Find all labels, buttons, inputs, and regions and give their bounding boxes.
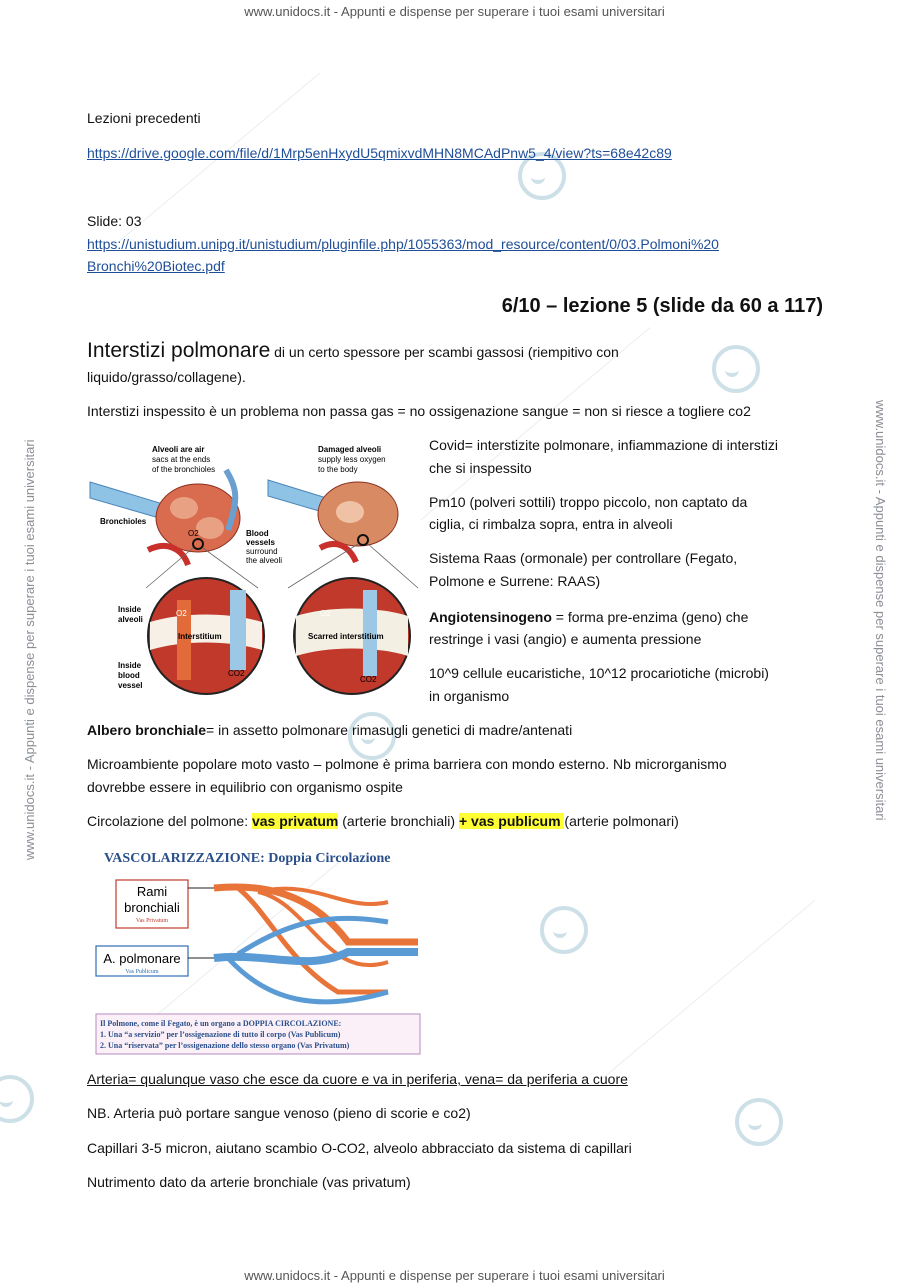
intro-text: di un certo spessore per scambi gassosi (riempitivo con — [270, 344, 619, 360]
label-inside-blood-2: blood — [118, 671, 140, 680]
circolazione-paragraph — [87, 810, 679, 832]
watermark-side-left: www.unidocs.it - Appunti e dispense per superare i tuoi esami universitari — [22, 439, 37, 860]
vasc-title: VASCOLARIZZAZIONE: Doppia Circolazione — [104, 851, 391, 866]
watermark-footer: www.unidocs.it - Appunti e dispense per superare i tuoi esami universitari — [244, 1268, 665, 1283]
unidocs-logo-icon — [540, 906, 588, 954]
label-blood-4: the alveoli — [246, 556, 283, 565]
label-inside-blood: Inside — [118, 661, 142, 670]
watermark-side-right: www.unidocs.it - Appunti e dispense per superare i tuoi esami universitari — [873, 400, 888, 821]
intro-line2: liquido/grasso/collagene). — [87, 369, 246, 385]
angio-line1 — [429, 606, 748, 628]
label-inside-blood-3: vessel — [118, 681, 143, 690]
raas-line1: Sistema Raas (ormonale) per controllare (Fegato, — [429, 550, 738, 566]
albero-def: = in assetto polmonare rimasugli genetici di madre/antenati — [206, 722, 573, 738]
angio-def: = forma pre-enzima (geno) che — [551, 609, 749, 625]
prev-lessons-link[interactable]: https://drive.google.com/file/d/1Mrp5enHxydU5qmixvdMHN8MCAdPnw5_4/view?ts=68e42c89 — [87, 145, 672, 161]
slide-link-line1[interactable]: https://unistudium.unipg.it/unistudium/pluginfile.php/1055363/mod_resource/content/0/03.Polmoni%20 — [87, 236, 719, 252]
label-o2-right: O2 — [320, 609, 331, 618]
circ-middle: (arterie bronchiali) — [338, 813, 459, 829]
label-damaged: Damaged alveoli — [318, 445, 382, 454]
double-circulation-figure — [88, 842, 424, 1057]
raas-line2: Polmone e Surrene: RAAS) — [429, 573, 601, 589]
angio-term: Angiotensinogeno — [429, 609, 552, 625]
nb-paragraph: NB. Arteria può portare sangue venoso (pieno di scorie e co2) — [87, 1105, 471, 1121]
alveolus — [170, 497, 198, 519]
slide-label: Slide: 03 — [87, 213, 142, 229]
vas-publicum-label: Vas Publicum — [125, 969, 159, 975]
cells-line1: 10^9 cellule eucaristiche, 10^12 procariotiche (microbi) — [429, 665, 769, 681]
label-alveoli: Alveoli are air — [152, 445, 205, 454]
micro-line1: Microambiente popolare moto vasto – polmone è prima barriera con mondo esterno. Nb microrganismo — [87, 756, 727, 772]
label-inside-alveoli-2: alveoli — [118, 615, 143, 624]
albero-paragraph — [87, 719, 572, 741]
note-line1: Il Polmone, come il Fegato, è un organo a DOPPIA CIRCOLAZIONE: — [100, 1019, 342, 1028]
plus-highlight: + — [458, 813, 468, 829]
albero-term: Albero bronchiale — [87, 722, 207, 738]
circ-suffix: (arterie polmonari) — [564, 813, 679, 829]
vas-publicum-highlight: vas publicum — [467, 813, 565, 829]
label-o2-left: O2 — [176, 609, 187, 618]
slide-link-line2[interactable]: Bronchi%20Biotec.pdf — [87, 258, 225, 274]
label-o2-cluster: O2 — [188, 529, 199, 538]
inspessito-paragraph: Interstizi inspessito è un problema non passa gas = no ossigenazione sangue = non si riesce a togliere co2 — [87, 403, 751, 419]
vas-privatum-label: Vas Privatum — [135, 918, 169, 924]
angio-line2: restringe i vasi (angio) e aumenta pressione — [429, 631, 702, 647]
blue-vessel — [214, 952, 418, 961]
blood-vessel-red-right — [320, 544, 356, 562]
rami-label: Rami — [136, 884, 168, 899]
covid-line1: Covid= interstizite polmonare, infiammazione di interstizi — [429, 437, 778, 453]
vas-privatum-highlight: vas privatum — [251, 813, 339, 829]
note-line2: 1. Una “a servizio” per l’ossigenazione di tutto il corpo (Vas Publicum) — [100, 1030, 341, 1039]
cells-line2: in organismo — [429, 688, 510, 704]
prev-lessons-label: Lezioni precedenti — [87, 110, 201, 126]
micro-line2: dovrebbe essere in equilibrio con organismo ospite — [87, 779, 403, 795]
arteria-paragraph: Arteria= qualunque vaso che esce da cuore e va in periferia, vena= da periferia a cuore — [87, 1071, 628, 1087]
watermark-line — [600, 900, 815, 1081]
unidocs-logo-icon — [0, 1075, 34, 1123]
label-damaged-3: to the body — [318, 465, 358, 474]
label-alveoli-2: sacs at the ends — [152, 455, 211, 464]
covid-line2: che si inspessito — [429, 460, 532, 476]
intro-paragraph — [87, 338, 619, 365]
note-line3: 2. Una “riservata” per l’ossigenazione dello stesso organo (Vas Privatum) — [100, 1041, 350, 1050]
label-blood-3: surround — [246, 547, 278, 556]
label-bronchioles: Bronchioles — [100, 517, 147, 526]
label-blood-2: vessels — [246, 538, 275, 547]
alveoli-cluster-left — [156, 484, 240, 552]
label-alveoli-3: of the bronchioles — [152, 465, 216, 474]
watermark-header: www.unidocs.it - Appunti e dispense per superare i tuoi esami universitari — [244, 4, 665, 19]
alveolus — [196, 517, 224, 539]
label-damaged-2: supply less oxygen — [318, 455, 386, 464]
label-blood: Blood — [246, 529, 269, 538]
unidocs-logo-icon — [712, 345, 760, 393]
label-co2-right: CO2 — [360, 675, 377, 684]
capillari-paragraph: Capillari 3-5 micron, aiutano scambio O-CO2, alveolo abbracciato da sistema di capillari — [87, 1140, 632, 1156]
nutrimento-paragraph: Nutrimento dato da arterie bronchiale (vas privatum) — [87, 1174, 411, 1190]
label-co2-left: CO2 — [228, 669, 245, 678]
label-interstitium: Interstitium — [178, 632, 222, 641]
label-inside-alveoli: Inside — [118, 605, 142, 614]
lesson-title: 6/10 – lezione 5 (slide da 60 a 117) — [501, 295, 823, 317]
label-scarred: Scarred interstitium — [308, 632, 384, 641]
label-co2-tube: CO2 — [128, 479, 145, 488]
alveoli-interstitium-figure — [88, 440, 424, 700]
bronchiali-label: bronchiali — [124, 900, 180, 915]
unidocs-logo-icon — [735, 1098, 783, 1146]
pm10-line1: Pm10 (polveri sottili) troppo piccolo, non captato da — [429, 494, 748, 510]
alveolus — [336, 501, 364, 523]
intro-heading: Interstizi polmonare — [87, 339, 271, 362]
pm10-line2: ciglia, ci rimbalza sopra, entra in alveoli — [429, 516, 673, 532]
circ-prefix: Circolazione del polmone: — [87, 813, 252, 829]
apolm-label: A. polmonare — [103, 951, 181, 966]
